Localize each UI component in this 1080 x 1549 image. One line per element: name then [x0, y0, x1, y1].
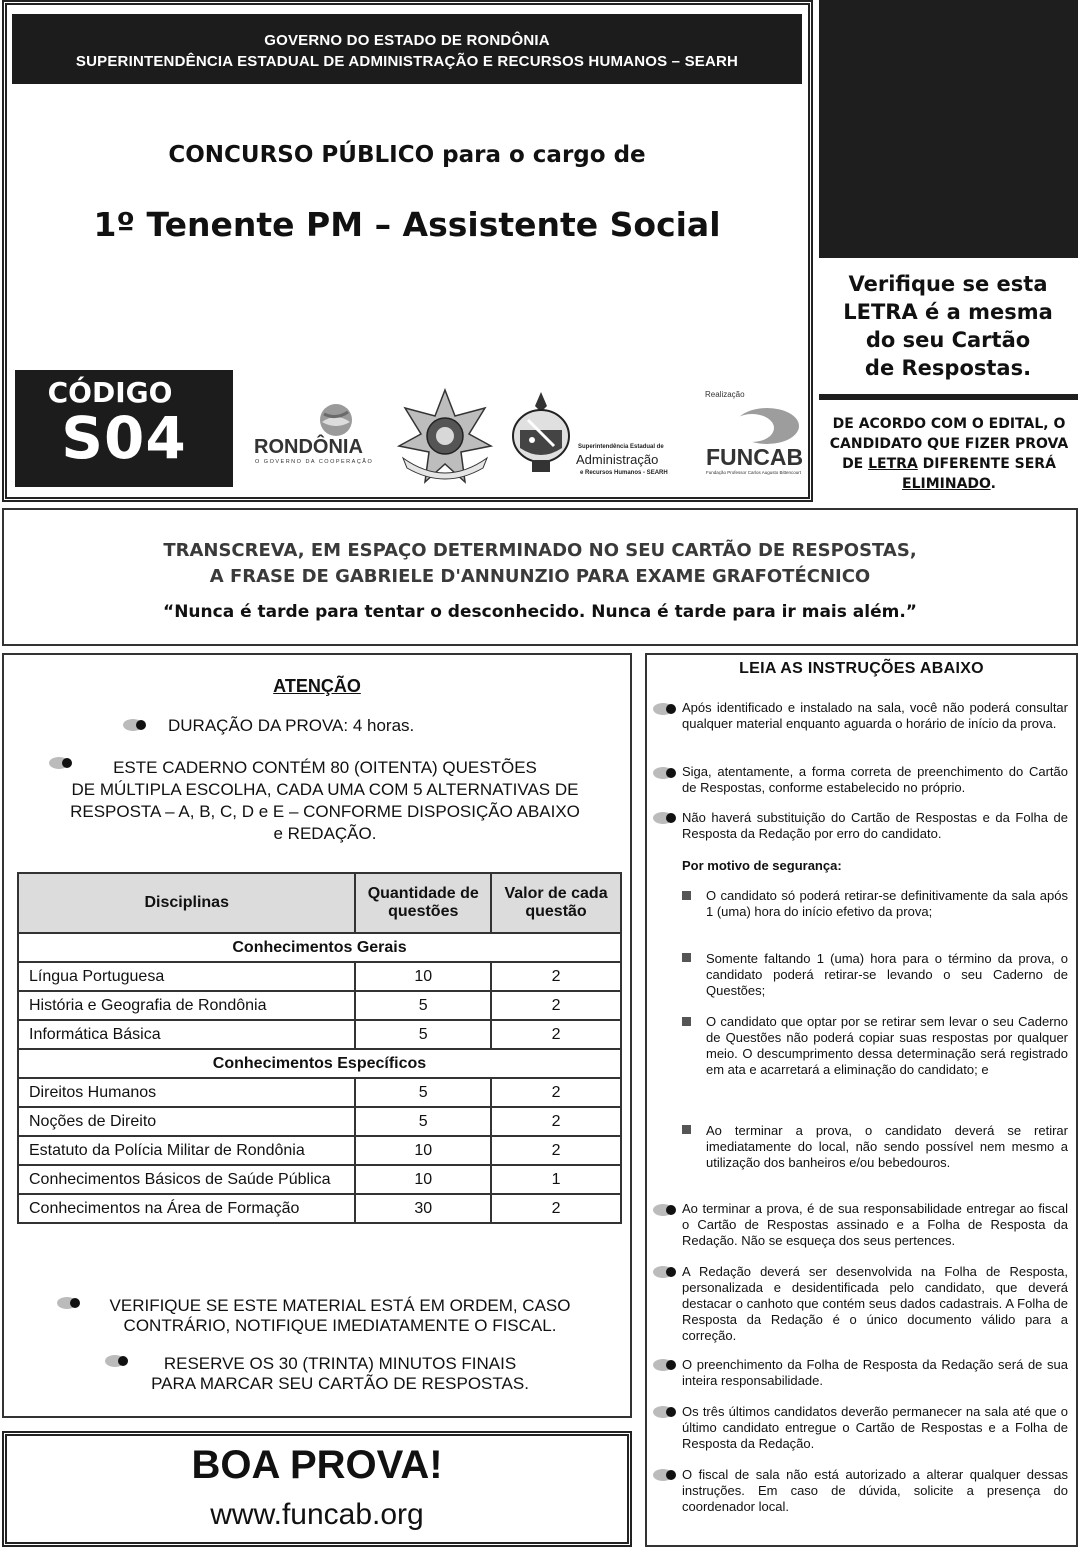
bullet-icon — [652, 1405, 678, 1419]
seguranca-2: Somente faltando 1 (uma) hora para o término da prova, o candidato poderá retirar-se levando o seu Caderno de Questões; — [706, 951, 1068, 998]
col-quantidade-line-1: Quantidade de — [367, 885, 479, 902]
pm-rondonia-crest — [395, 386, 495, 486]
gov-line-2: SUPERINTENDÊNCIA ESTADUAL DE ADMINISTRAÇÃO E RECURSOS HUMANOS – SEARH — [75, 53, 739, 70]
caderno-line-1: ESTE CADERNO CONTÉM 80 (OITENTA) QUESTÕES — [113, 758, 537, 777]
disciplina-valor: 2 — [491, 991, 621, 1020]
reserve-line-2: PARA MARCAR SEU CARTÃO DE RESPOSTAS. — [151, 1374, 529, 1393]
edital-line-3-post: DIFERENTE SERÁ — [917, 456, 1056, 472]
disciplina-qtd: 10 — [355, 1136, 491, 1165]
disciplina-name: Direitos Humanos — [18, 1078, 355, 1107]
verifique-line-4: de Respostas. — [864, 356, 1032, 380]
edital-letra-underlined: LETRA — [868, 456, 918, 472]
table-row — [18, 1165, 621, 1194]
section-row — [18, 1049, 621, 1078]
edital-notice — [820, 414, 1078, 494]
instrucoes-title: LEIA AS INSTRUÇÕES ABAIXO — [739, 660, 984, 677]
disciplina-qtd: 10 — [355, 1165, 491, 1194]
instrucao-3: Não haverá substituição do Cartão de Respostas e da Folha de Resposta da Redação por erro do candidato. — [682, 810, 1068, 841]
edital-line-1: DE ACORDO COM O EDITAL, O — [832, 416, 1066, 432]
verifique-material — [60, 1296, 620, 1336]
instrucao-6: O preenchimento da Folha de Resposta da Redação será de sua inteira responsabilidade. — [682, 1357, 1068, 1388]
instrucao-4: Ao terminar a prova, é de sua responsabilidade entregar ao fiscal o Cartão de Respostas assinado e a Folha de Resposta da Redação. Não se esqueça dos seus pertences. — [682, 1201, 1068, 1248]
funcab-swoosh-icon — [712, 404, 802, 446]
disciplina-name: Estatuto da Polícia Militar de Rondônia — [18, 1136, 355, 1165]
disciplina-name: Conhecimentos na Área de Formação — [18, 1194, 355, 1223]
codigo-value: S04 — [61, 404, 187, 472]
section-gerais: Conhecimentos Gerais — [18, 933, 621, 962]
col-valor-line-1: Valor de cada — [504, 885, 608, 902]
table-row — [18, 962, 621, 991]
rondonia-name: RONDÔNIA — [254, 436, 363, 458]
reserve-minutos — [60, 1354, 620, 1394]
boa-prova: BOA PROVA! — [191, 1443, 443, 1487]
bullet-icon — [652, 1358, 678, 1372]
edital-line-2: CANDIDATO QUE FIZER PROVA — [829, 436, 1069, 452]
disciplina-name: História e Geografia de Rondônia — [18, 991, 355, 1020]
caderno-line-4: e REDAÇÃO. — [273, 824, 377, 843]
square-bullet-icon — [682, 891, 691, 900]
disciplina-valor: 2 — [491, 1194, 621, 1223]
crest-icon — [395, 386, 495, 486]
section-row — [18, 933, 621, 962]
transcreva-line-1: TRANSCREVA, EM ESPAÇO DETERMINADO NO SEU CARTÃO DE RESPOSTAS, — [163, 540, 917, 561]
bullet-icon — [652, 1203, 678, 1217]
verifique-line-2: LETRA é a mesma — [843, 300, 1053, 324]
disciplina-name: Língua Portuguesa — [18, 962, 355, 991]
section-especificos: Conhecimentos Específicos — [18, 1049, 621, 1078]
disciplina-valor: 2 — [491, 1020, 621, 1049]
disciplina-qtd: 30 — [355, 1194, 491, 1223]
edital-line-4 — [820, 474, 1078, 494]
seguranca-3: O candidato que optar por se retirar sem levar o seu Caderno de Questões não poderá copiar suas respostas por qualquer meio. O descumprimento dessa determinação será registrado em ata e acarretará a eliminação do candidato; e — [706, 1014, 1068, 1077]
square-bullet-icon — [682, 1017, 691, 1026]
seguranca-4: Ao terminar a prova, o candidato deverá se retirar imediatamente do local, não sendo possível nem mesmo a utilização dos banheiros e/ou bebedouros. — [706, 1123, 1068, 1170]
concurso-title: CONCURSO PÚBLICO para o cargo de — [168, 142, 646, 168]
verifique-material-line-2: CONTRÁRIO, NOTIFIQUE IMEDIATAMENTE O FISCAL. — [123, 1316, 557, 1335]
instrucao-7: Os três últimos candidatos deverão permanecer na sala até que o último candidato entregue o Cartão de Respostas e a Folha de Resposta da Redação. — [682, 1404, 1068, 1451]
instrucao-5: A Redação deverá ser desenvolvida na Folha de Resposta, personalizada e desidentificada pelo candidato, que deverá destacar o canhoto que contém seus dados cadastrais. A Folha de Resposta da Redação é o único documento válido para a correção. — [682, 1264, 1068, 1343]
seguranca-heading: Por motivo de segurança: — [682, 858, 842, 873]
searh-line-3: e Recursos Humanos - SEARH — [580, 470, 668, 476]
instrucao-8: O fiscal de sala não está autorizado a alterar qualquer dessas instruções. Em caso de dúvida, solicite a presença do coordenador local. — [682, 1467, 1068, 1514]
square-bullet-icon — [682, 953, 691, 962]
verifique-line-1: Verifique se esta — [848, 272, 1048, 296]
right-divider — [819, 394, 1078, 400]
gov-line-1: GOVERNO DO ESTADO DE RONDÔNIA — [264, 32, 550, 49]
seguranca-1: O candidato só poderá retirar-se definitivamente da sala após 1 (uma) hora do início efetivo da prova; — [706, 888, 1068, 919]
square-bullet-icon — [682, 1125, 691, 1134]
table-row — [18, 1107, 621, 1136]
disciplina-name: Conhecimentos Básicos de Saúde Pública — [18, 1165, 355, 1194]
searh-line-2: Administração — [576, 452, 659, 467]
transcreva-line-2: A FRASE DE GABRIELE D'ANNUNZIO PARA EXAME GRAFOTÉCNICO — [209, 566, 871, 587]
rondonia-logo — [248, 400, 378, 470]
cargo-title: 1º Tenente PM – Assistente Social — [93, 205, 721, 244]
atencao-title: ATENÇÃO — [273, 676, 361, 696]
funcab-logo — [700, 388, 805, 483]
disciplina-valor: 2 — [491, 962, 621, 991]
disciplina-name: Noções de Direito — [18, 1107, 355, 1136]
disciplina-valor: 1 — [491, 1165, 621, 1194]
frase-grafotecnico: “Nunca é tarde para tentar o desconhecido. Nunca é tarde para ir mais além.” — [163, 602, 917, 622]
table-row — [18, 1136, 621, 1165]
bullet-icon — [652, 1265, 678, 1279]
reserve-line-1: RESERVE OS 30 (TRINTA) MINUTOS FINAIS — [163, 1354, 517, 1373]
duracao-prova: DURAÇÃO DA PROVA: 4 horas. — [168, 716, 415, 735]
verifique-material-line-1: VERIFIQUE SE ESTE MATERIAL ESTÁ EM ORDEM, CASO — [109, 1296, 571, 1315]
caderno-line-2: DE MÚLTIPLA ESCOLHA, CADA UMA COM 5 ALTERNATIVAS DE — [71, 780, 579, 799]
disciplina-qtd: 5 — [355, 991, 491, 1020]
edital-line-3 — [820, 454, 1078, 474]
instrucao-2: Siga, atentamente, a forma correta de preenchimento do Cartão de Respostas, conforme estabelecido no próprio. — [682, 764, 1068, 795]
funcab-website: www.funcab.org — [210, 1498, 424, 1531]
disciplina-name: Informática Básica — [18, 1020, 355, 1049]
transcreva-instructions — [2, 538, 1078, 590]
letter-box — [819, 0, 1078, 258]
table-header-row — [18, 873, 621, 933]
bullet-icon — [652, 702, 678, 716]
bullet-icon — [652, 766, 678, 780]
col-disciplinas: Disciplinas — [18, 873, 355, 933]
disciplina-qtd: 5 — [355, 1078, 491, 1107]
searh-logo — [508, 388, 683, 483]
disciplinas-table — [17, 872, 622, 1224]
instrucao-1: Após identificado e instalado na sala, você não poderá consultar qualquer material enquanto aguarda o horário de início da prova. — [682, 700, 1068, 731]
disciplina-valor: 2 — [491, 1136, 621, 1165]
col-valor-line-2: questão — [525, 903, 587, 920]
bullet-icon — [652, 811, 678, 825]
edital-line-3-pre: DE — [842, 456, 869, 472]
verifique-letra-notice — [820, 270, 1076, 382]
table-row — [18, 1020, 621, 1049]
disciplina-qtd: 5 — [355, 1107, 491, 1136]
disciplina-valor: 2 — [491, 1078, 621, 1107]
disciplina-qtd: 5 — [355, 1020, 491, 1049]
government-banner — [12, 14, 802, 84]
verifique-line-3: do seu Cartão — [865, 328, 1031, 352]
table-row — [18, 1078, 621, 1107]
col-quantidade-line-2: questões — [388, 903, 459, 920]
disciplina-qtd: 10 — [355, 962, 491, 991]
caderno-line-3: RESPOSTA – A, B, C, D e E – CONFORME DISPOSIÇÃO ABAIXO — [70, 802, 580, 821]
codigo-label: CÓDIGO — [47, 376, 173, 409]
disciplina-valor: 2 — [491, 1107, 621, 1136]
table-row — [18, 1194, 621, 1223]
edital-eliminado-underlined: ELIMINADO — [902, 476, 991, 492]
bullet-icon — [122, 718, 148, 732]
table-row — [18, 991, 621, 1020]
state-arms-icon — [510, 390, 572, 478]
codigo-box — [15, 370, 233, 487]
col-valor — [491, 873, 621, 933]
rondonia-tagline: O GOVERNO DA COOPERAÇÃO — [255, 459, 374, 465]
col-quantidade — [355, 873, 491, 933]
realizacao-label: Realização — [705, 390, 745, 399]
caderno-info — [40, 757, 610, 845]
edital-line-4-post: . — [990, 476, 996, 492]
funcab-name: FUNCAB — [706, 444, 804, 470]
searh-line-1: Superintendência Estadual de — [578, 444, 664, 450]
bullet-icon — [652, 1468, 678, 1482]
funcab-subtitle: Fundação Professor Carlos Augusto Bittencourt — [706, 470, 802, 475]
